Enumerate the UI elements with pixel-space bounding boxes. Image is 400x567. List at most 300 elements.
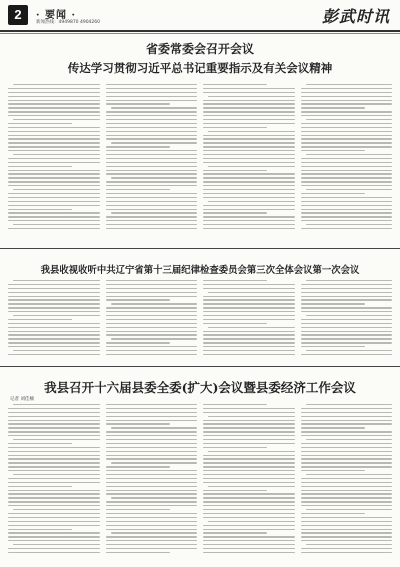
text-line bbox=[301, 443, 393, 444]
text-line bbox=[301, 115, 393, 116]
text-line bbox=[203, 284, 295, 285]
text-line bbox=[301, 111, 393, 112]
text-line bbox=[203, 107, 295, 108]
text-line bbox=[203, 224, 295, 225]
text-line bbox=[106, 420, 198, 421]
text-line bbox=[301, 162, 393, 163]
text-line bbox=[203, 443, 295, 444]
text-line bbox=[8, 212, 100, 213]
text-line bbox=[106, 224, 198, 225]
text-line bbox=[8, 162, 100, 163]
text-line bbox=[106, 435, 198, 436]
text-line bbox=[13, 474, 99, 475]
text-line bbox=[106, 166, 198, 167]
text-line bbox=[106, 138, 198, 139]
text-line bbox=[203, 346, 295, 347]
text-line bbox=[106, 111, 198, 112]
text-line bbox=[106, 201, 198, 202]
text-line bbox=[203, 135, 295, 136]
text-line bbox=[13, 404, 99, 405]
text-line bbox=[301, 135, 393, 136]
text-line bbox=[301, 127, 393, 128]
text-line bbox=[203, 303, 295, 304]
text-line bbox=[106, 154, 198, 155]
text-line bbox=[106, 443, 198, 444]
text-line bbox=[8, 185, 100, 186]
text-line bbox=[301, 146, 393, 147]
text-line bbox=[8, 435, 100, 436]
text-line bbox=[203, 296, 295, 297]
text-line bbox=[8, 451, 100, 452]
text-column bbox=[106, 84, 198, 236]
text-line bbox=[203, 447, 267, 448]
text-line bbox=[301, 501, 393, 502]
text-line bbox=[106, 416, 198, 417]
text-line bbox=[208, 96, 294, 97]
text-line bbox=[203, 111, 295, 112]
text-line bbox=[8, 412, 100, 413]
text-line bbox=[208, 201, 294, 202]
text-line bbox=[203, 509, 295, 510]
article-separator bbox=[0, 366, 400, 367]
text-line bbox=[8, 466, 100, 467]
text-line bbox=[8, 100, 100, 101]
text-line bbox=[203, 513, 295, 514]
text-line bbox=[301, 228, 393, 229]
text-line bbox=[203, 439, 295, 440]
text-line bbox=[106, 470, 198, 471]
text-line bbox=[8, 478, 100, 479]
text-line bbox=[301, 131, 393, 132]
text-line bbox=[208, 131, 294, 132]
text-line bbox=[106, 323, 198, 324]
text-line bbox=[106, 228, 198, 229]
text-line bbox=[203, 88, 295, 89]
text-line bbox=[8, 166, 72, 167]
text-line bbox=[106, 501, 198, 502]
text-line bbox=[8, 470, 100, 471]
text-line bbox=[306, 224, 392, 225]
text-line bbox=[8, 513, 100, 514]
text-line bbox=[301, 552, 393, 553]
text-line bbox=[13, 350, 99, 351]
text-line bbox=[106, 552, 170, 553]
text-line bbox=[306, 189, 392, 190]
text-line bbox=[106, 458, 198, 459]
text-line bbox=[203, 170, 267, 171]
text-line bbox=[301, 173, 393, 174]
text-line bbox=[301, 435, 393, 436]
text-line bbox=[106, 189, 170, 190]
text-line bbox=[8, 115, 100, 116]
text-line bbox=[301, 284, 393, 285]
text-line bbox=[203, 532, 267, 533]
text-line bbox=[203, 458, 295, 459]
text-line bbox=[301, 88, 393, 89]
text-line bbox=[203, 420, 295, 421]
text-line bbox=[106, 493, 198, 494]
text-line bbox=[301, 296, 393, 297]
text-line bbox=[301, 292, 393, 293]
text-line bbox=[8, 127, 100, 128]
text-line bbox=[106, 150, 198, 151]
text-line bbox=[8, 416, 100, 417]
text-line bbox=[203, 536, 295, 537]
text-line bbox=[8, 201, 100, 202]
text-line bbox=[106, 103, 170, 104]
text-line bbox=[8, 193, 100, 194]
text-line bbox=[106, 173, 198, 174]
text-line bbox=[111, 142, 197, 143]
text-line bbox=[203, 412, 295, 413]
text-line bbox=[203, 505, 295, 506]
text-line bbox=[8, 103, 100, 104]
text-line bbox=[203, 350, 295, 351]
text-line bbox=[208, 521, 294, 522]
text-line bbox=[301, 338, 393, 339]
article-separator bbox=[0, 248, 400, 249]
text-line bbox=[203, 334, 295, 335]
text-line bbox=[203, 501, 295, 502]
text-line bbox=[306, 474, 392, 475]
text-line bbox=[8, 423, 100, 424]
article3-byline: 记者 刘佳楠 bbox=[10, 397, 34, 402]
text-line bbox=[301, 323, 393, 324]
text-line bbox=[106, 319, 198, 320]
text-line bbox=[106, 342, 170, 343]
text-line bbox=[203, 220, 295, 221]
text-line bbox=[301, 334, 393, 335]
text-line bbox=[8, 177, 100, 178]
text-line bbox=[208, 327, 294, 328]
text-line bbox=[203, 338, 295, 339]
text-line bbox=[203, 482, 295, 483]
article3-body bbox=[8, 404, 392, 560]
text-line bbox=[301, 193, 365, 194]
text-line bbox=[106, 334, 198, 335]
text-line bbox=[203, 162, 295, 163]
text-line bbox=[301, 540, 393, 541]
text-line bbox=[203, 212, 267, 213]
text-line bbox=[106, 170, 198, 171]
text-line bbox=[106, 162, 198, 163]
text-line bbox=[203, 154, 295, 155]
section-title: · 要闻 · bbox=[36, 10, 76, 21]
text-line bbox=[106, 127, 198, 128]
text-line bbox=[203, 181, 295, 182]
text-line bbox=[106, 84, 198, 85]
text-line bbox=[8, 323, 100, 324]
text-line bbox=[301, 490, 393, 491]
text-line bbox=[301, 220, 393, 221]
text-line bbox=[8, 292, 100, 293]
text-line bbox=[203, 100, 295, 101]
text-line bbox=[301, 170, 393, 171]
text-line bbox=[301, 346, 365, 347]
article1-headline: 传达学习贯彻习近平总书记重要指示及有关会议精神 bbox=[67, 61, 333, 75]
text-line bbox=[8, 342, 100, 343]
text-line bbox=[106, 280, 198, 281]
text-line bbox=[301, 138, 393, 139]
text-line bbox=[306, 315, 392, 316]
text-line bbox=[203, 193, 295, 194]
text-line bbox=[8, 303, 100, 304]
text-column bbox=[8, 84, 100, 236]
text-line bbox=[203, 435, 295, 436]
text-line bbox=[203, 466, 295, 467]
text-line bbox=[111, 177, 197, 178]
text-line bbox=[203, 331, 295, 332]
text-line bbox=[8, 493, 100, 494]
text-line bbox=[203, 552, 295, 553]
text-line bbox=[8, 525, 100, 526]
text-line bbox=[203, 205, 295, 206]
text-line bbox=[8, 228, 100, 229]
text-line bbox=[301, 142, 393, 143]
text-line bbox=[301, 447, 393, 448]
text-line bbox=[301, 497, 393, 498]
text-line bbox=[203, 146, 295, 147]
text-line bbox=[203, 197, 295, 198]
text-line bbox=[106, 354, 198, 355]
text-column bbox=[203, 280, 295, 360]
text-line bbox=[106, 544, 198, 545]
text-line bbox=[106, 529, 198, 530]
text-line bbox=[301, 532, 393, 533]
text-line bbox=[106, 284, 198, 285]
text-line bbox=[8, 455, 100, 456]
text-line bbox=[111, 303, 197, 304]
text-line bbox=[301, 185, 393, 186]
text-line bbox=[8, 408, 100, 409]
text-line bbox=[306, 509, 392, 510]
text-line bbox=[306, 154, 392, 155]
text-line bbox=[306, 544, 392, 545]
text-line bbox=[306, 119, 392, 120]
text-line bbox=[203, 307, 295, 308]
text-line bbox=[8, 138, 100, 139]
text-line bbox=[301, 209, 393, 210]
text-line bbox=[301, 482, 393, 483]
text-line bbox=[106, 327, 198, 328]
text-line bbox=[106, 119, 198, 120]
text-line bbox=[203, 115, 295, 116]
text-line bbox=[106, 423, 170, 424]
text-line bbox=[301, 521, 393, 522]
text-line bbox=[106, 447, 198, 448]
text-line bbox=[203, 525, 295, 526]
text-line bbox=[8, 420, 100, 421]
text-line bbox=[8, 517, 100, 518]
text-line bbox=[8, 431, 100, 432]
text-line bbox=[8, 92, 100, 93]
text-line bbox=[301, 354, 393, 355]
text-column bbox=[8, 404, 100, 560]
text-line bbox=[106, 474, 198, 475]
text-line bbox=[301, 181, 393, 182]
text-line bbox=[301, 311, 393, 312]
text-line bbox=[8, 501, 100, 502]
text-line bbox=[203, 123, 295, 124]
text-line bbox=[8, 88, 100, 89]
text-line bbox=[106, 513, 198, 514]
text-line bbox=[111, 462, 197, 463]
text-line bbox=[306, 280, 392, 281]
text-line bbox=[301, 288, 393, 289]
text-line bbox=[301, 466, 393, 467]
text-column bbox=[106, 404, 198, 560]
text-line bbox=[106, 412, 198, 413]
text-line bbox=[208, 166, 294, 167]
text-line bbox=[8, 131, 100, 132]
text-line bbox=[301, 536, 393, 537]
text-line bbox=[8, 311, 100, 312]
text-line bbox=[301, 197, 393, 198]
text-line bbox=[203, 462, 295, 463]
article2-headline: 我县收视收听中共辽宁省第十三届纪律检查委员会第三次全体会议第一次会议 bbox=[40, 265, 360, 276]
text-line bbox=[208, 451, 294, 452]
text-line bbox=[301, 342, 393, 343]
masthead bbox=[0, 0, 400, 30]
text-line bbox=[8, 284, 100, 285]
article1-kicker: 省委常委会召开会议 bbox=[145, 42, 254, 56]
text-line bbox=[301, 123, 393, 124]
text-line bbox=[301, 307, 393, 308]
text-line bbox=[106, 96, 198, 97]
page-number: 2 bbox=[8, 5, 28, 25]
text-line bbox=[13, 189, 99, 190]
text-line bbox=[106, 193, 198, 194]
text-line bbox=[203, 103, 295, 104]
text-line bbox=[106, 100, 198, 101]
text-line bbox=[106, 292, 198, 293]
text-line bbox=[203, 189, 295, 190]
text-column bbox=[203, 404, 295, 560]
text-line bbox=[8, 462, 100, 463]
text-line bbox=[8, 216, 100, 217]
text-line bbox=[106, 181, 198, 182]
text-line bbox=[106, 517, 198, 518]
text-line bbox=[301, 201, 393, 202]
text-line bbox=[203, 127, 267, 128]
text-line bbox=[106, 455, 198, 456]
text-line bbox=[301, 548, 393, 549]
text-line bbox=[13, 119, 99, 120]
text-line bbox=[203, 490, 267, 491]
text-line bbox=[8, 173, 100, 174]
text-line bbox=[111, 532, 197, 533]
text-line bbox=[203, 404, 267, 405]
text-line bbox=[8, 181, 100, 182]
text-line bbox=[301, 525, 393, 526]
text-line bbox=[203, 497, 295, 498]
text-line bbox=[203, 173, 295, 174]
text-line bbox=[106, 525, 198, 526]
text-line bbox=[203, 493, 295, 494]
text-line bbox=[208, 486, 294, 487]
text-line bbox=[301, 420, 393, 421]
text-line bbox=[111, 338, 197, 339]
text-line bbox=[106, 115, 198, 116]
text-line bbox=[301, 513, 365, 514]
text-line bbox=[106, 490, 198, 491]
text-line bbox=[8, 529, 72, 530]
text-line bbox=[8, 458, 100, 459]
text-line bbox=[106, 315, 198, 316]
text-line bbox=[203, 323, 267, 324]
text-line bbox=[106, 205, 198, 206]
text-line bbox=[301, 177, 393, 178]
text-line bbox=[8, 540, 100, 541]
text-line bbox=[13, 154, 99, 155]
text-line bbox=[8, 505, 100, 506]
text-line bbox=[8, 142, 100, 143]
text-line bbox=[203, 544, 295, 545]
text-line bbox=[301, 431, 393, 432]
text-line bbox=[203, 280, 267, 281]
text-line bbox=[106, 404, 198, 405]
text-line bbox=[306, 439, 392, 440]
text-line bbox=[106, 288, 198, 289]
text-line bbox=[301, 505, 393, 506]
text-line bbox=[203, 142, 295, 143]
masthead-rule-thin bbox=[0, 33, 400, 34]
text-line bbox=[301, 158, 393, 159]
text-line bbox=[203, 354, 295, 355]
text-line bbox=[301, 96, 393, 97]
text-line bbox=[106, 185, 198, 186]
text-line bbox=[203, 540, 295, 541]
text-line bbox=[301, 427, 365, 428]
text-line bbox=[8, 111, 100, 112]
text-line bbox=[13, 280, 99, 281]
text-line bbox=[106, 131, 198, 132]
text-line bbox=[8, 327, 100, 328]
text-line bbox=[106, 540, 198, 541]
text-line bbox=[203, 408, 295, 409]
text-line bbox=[301, 107, 365, 108]
text-line bbox=[8, 490, 100, 491]
text-line bbox=[106, 135, 198, 136]
text-line bbox=[13, 439, 99, 440]
text-line bbox=[301, 92, 393, 93]
text-line bbox=[301, 493, 393, 494]
text-line bbox=[106, 220, 198, 221]
text-line bbox=[106, 331, 198, 332]
text-line bbox=[8, 107, 100, 108]
text-line bbox=[301, 451, 393, 452]
text-line bbox=[203, 119, 295, 120]
text-line bbox=[203, 455, 295, 456]
text-line bbox=[106, 439, 198, 440]
text-line bbox=[8, 319, 72, 320]
text-line bbox=[301, 458, 393, 459]
text-line bbox=[301, 166, 393, 167]
text-line bbox=[301, 423, 393, 424]
text-line bbox=[306, 350, 392, 351]
text-line bbox=[106, 158, 198, 159]
text-line bbox=[208, 292, 294, 293]
article3-headline: 我县召开十六届县委全委(扩大)会议暨县委经济工作会议 bbox=[44, 380, 356, 395]
text-column bbox=[301, 280, 393, 360]
text-line bbox=[301, 470, 365, 471]
text-line bbox=[8, 443, 72, 444]
text-line bbox=[8, 427, 100, 428]
text-line bbox=[203, 216, 295, 217]
text-line bbox=[13, 84, 99, 85]
text-line bbox=[8, 96, 100, 97]
text-line bbox=[203, 138, 295, 139]
